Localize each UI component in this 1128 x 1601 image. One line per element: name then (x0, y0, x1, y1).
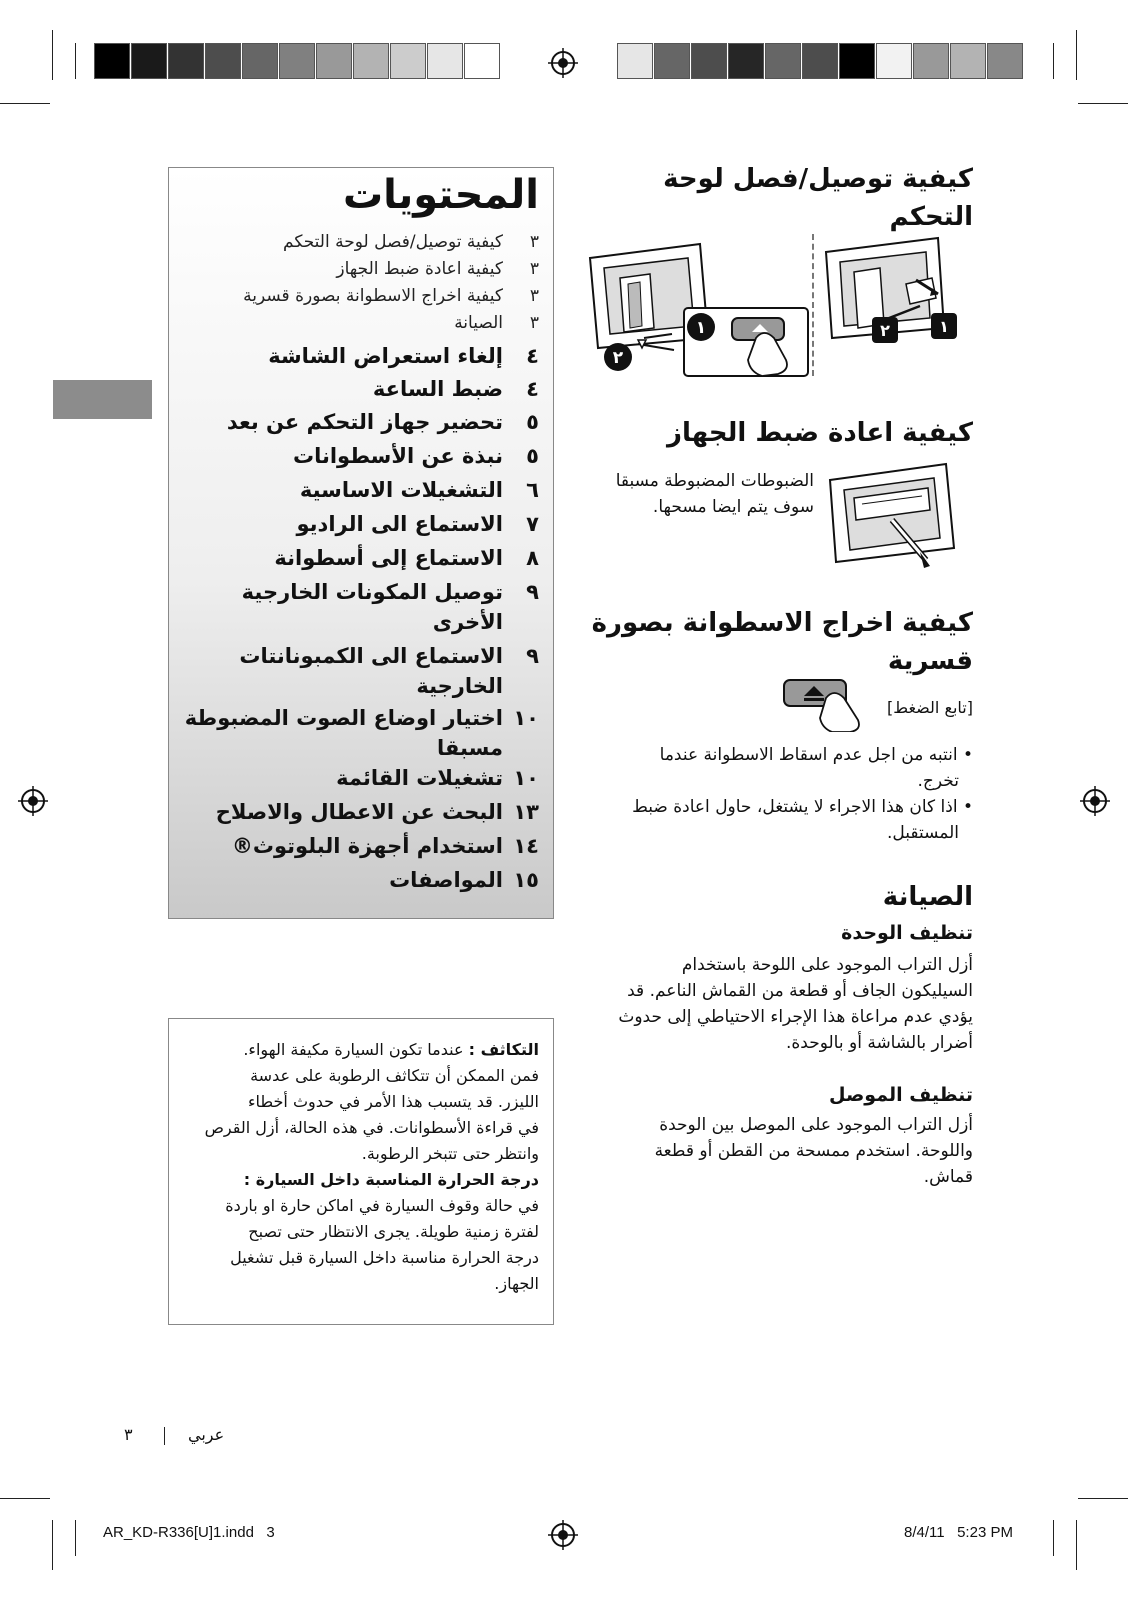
eject-button-icon[interactable] (782, 676, 872, 732)
contents-item-label: ضبط الساعة (372, 377, 503, 401)
panel-section-title: كيفية توصيل/فصل لوحة التحكم (663, 164, 973, 232)
contents-item (183, 475, 539, 505)
contents-item-page: ٣ (529, 286, 539, 306)
contents-item-page: ٥ (526, 444, 539, 468)
contents-item-page: ٥ (526, 410, 539, 434)
text-line: لفترة زمنية طويلة. يجرى الانتظار حتى تصبح (248, 1222, 539, 1241)
registration-mark-icon (18, 786, 48, 816)
contents-title: المحتويات (342, 172, 539, 218)
color-swatch (464, 43, 500, 79)
maintenance-title: الصيانة (882, 882, 973, 912)
contents-item-page: ٣ (529, 232, 539, 252)
text-line: واللوحة. استخدم ممسحة من القطن أو قطعة (654, 1141, 973, 1161)
print-date-time: 8/4/11 5:23 PM (904, 1524, 1013, 1541)
contents-item (183, 865, 539, 895)
contents-item-label: كيفية اعادة ضبط الجهاز (336, 259, 503, 279)
text-line: درجة الحرارة مناسبة داخل السيارة قبل تشغيل (230, 1248, 539, 1267)
text-line: فمن الممكن أن تتكاثف الرطوبة على عدسة (250, 1066, 539, 1085)
contents-item (183, 441, 539, 471)
eject-notes: • انتبه من اجل عدم اسقاط الاسطوانة عندما تخرج. • اذا كان هذا الاجراء لا يشتغل، حاول اعادة ضبط المستقبل. (573, 742, 973, 846)
contents-item-label: استخدام أجهزة البلوتوث® (231, 834, 503, 858)
color-swatch (654, 43, 690, 79)
contents-item-label: الصيانة (454, 313, 503, 333)
color-swatch (316, 43, 352, 79)
color-swatch (131, 43, 167, 79)
color-swatch (427, 43, 463, 79)
contents-item (183, 831, 539, 861)
text-line: أضرار بالشاشة أو بالوحدة. (785, 1033, 973, 1053)
contents-item (183, 703, 539, 763)
contents-item-label: اختيار اوضاع الصوت المضبوطة مسبقا (184, 706, 503, 760)
color-swatch (390, 43, 426, 79)
contents-item-label: إلغاء استعراض الشاشة (268, 344, 503, 368)
file-name: AR_KD-R336[U]1.indd 3 (103, 1524, 275, 1541)
condensation-label: التكاثف : (468, 1040, 539, 1059)
contents-item-page: ١٥ (513, 868, 539, 892)
contents-item-label: الاستماع الى الكمبونانتات الخارجية (239, 644, 503, 698)
condensation-text (183, 1063, 539, 1167)
contents-item-label: تحضير جهاز التحكم عن بعد (226, 410, 503, 434)
contents-item (183, 763, 539, 793)
contents-item (183, 310, 539, 336)
hold-label: [تابع الضغط] (887, 698, 973, 717)
language-side-tab (53, 380, 152, 419)
contents-item (183, 229, 539, 255)
text-line: السيليكون الجاف أو قطعة من القماش الناعم. قد (627, 981, 973, 1001)
contents-item-page: ١٤ (513, 834, 539, 858)
contents-item (183, 509, 539, 539)
contents-box (168, 167, 554, 919)
svg-text:١: ١ (695, 318, 707, 338)
connector-cleaning-title: تنظيف الموصل (828, 1084, 973, 1106)
caution-box (168, 1018, 554, 1325)
color-swatch (913, 43, 949, 79)
contents-item (183, 797, 539, 827)
color-swatch (205, 43, 241, 79)
color-swatch (765, 43, 801, 79)
text-line: في قراءة الأسطوانات. في هذه الحالة، أزل القرص (204, 1118, 539, 1137)
temperature-text (183, 1193, 539, 1297)
footer-language: عربي (188, 1425, 225, 1444)
text-line: أزل التراب الموجود على اللوحة باستخدام (681, 955, 973, 975)
text-line: يؤدي عدم مراعاة هذا الإجراء الاحتياطي إلى حدوث (618, 1007, 973, 1027)
temperature-label: درجة الحرارة المناسبة داخل السيارة : (243, 1170, 539, 1189)
contents-item-label: كيفية توصيل/فصل لوحة التحكم (283, 232, 503, 252)
step-badge-2-icon (603, 342, 633, 372)
step-badge-1-icon (930, 312, 958, 340)
step-badge-2-icon (871, 316, 899, 344)
eject-bullet-1: • انتبه من اجل عدم اسقاط الاسطوانة عندما (659, 745, 973, 765)
reset-illustration (826, 458, 966, 570)
contents-item-label: التشغيلات الاساسية (299, 478, 503, 502)
contents-item-page: ٤ (526, 377, 539, 401)
registration-mark-icon (548, 1520, 578, 1550)
page-footer (120, 1425, 240, 1449)
color-swatch (728, 43, 764, 79)
text-line: الليزر. قد يتسبب هذا الأمر في حدوث أخطاء (248, 1092, 539, 1111)
text-line: في حالة وقوف السيارة في اماكن حارة او باردة (225, 1196, 539, 1215)
contents-item (183, 407, 539, 437)
eject-bullet-2: • اذا كان هذا الاجراء لا يشتغل، حاول اعادة ضبط (632, 797, 973, 817)
color-swatch (876, 43, 912, 79)
color-swatch (987, 43, 1023, 79)
contents-item (183, 283, 539, 309)
reset-section-title: كيفية اعادة ضبط الجهاز (667, 418, 973, 448)
color-swatch (691, 43, 727, 79)
svg-text:١: ١ (939, 317, 949, 336)
contents-item-label: كيفية اخراج الاسطوانة بصورة قسرية (243, 286, 503, 306)
contents-item-page: ٤ (526, 344, 539, 368)
contents-item-label: البحث عن الاعطال والاصلاح (215, 800, 503, 824)
color-swatch (839, 43, 875, 79)
color-swatch (94, 43, 130, 79)
contents-item-label: المواصفات (389, 868, 503, 892)
text-line: وانتظر حتى تتبخر الرطوبة. (361, 1144, 539, 1163)
contents-item-label: الاستماع إلى أسطوانة (274, 546, 503, 570)
unit-cleaning-text (553, 952, 973, 1056)
color-swatch (168, 43, 204, 79)
contents-item-page: ٩ (526, 580, 539, 604)
unit-cleaning-title: تنظيف الوحدة (841, 922, 973, 944)
contents-item-page: ٧ (526, 512, 539, 536)
color-swatch (279, 43, 315, 79)
page-number: ٣ (124, 1425, 133, 1444)
contents-item (183, 374, 539, 404)
arrow-left-icon (636, 338, 676, 356)
contents-item-label: الاستماع الى الراديو (296, 512, 503, 536)
contents-item (183, 641, 539, 701)
contents-item (183, 341, 539, 371)
contents-item-page: ١٠ (513, 706, 539, 730)
contents-item-page: ١٠ (513, 766, 539, 790)
text-line: الجهاز. (494, 1274, 539, 1293)
color-swatch (802, 43, 838, 79)
svg-text:٢: ٢ (612, 348, 624, 368)
connector-cleaning-text (553, 1112, 973, 1190)
text-line: قماش. (923, 1167, 973, 1187)
registration-mark-icon (548, 48, 578, 78)
contents-item-label: توصيل المكونات الخارجية الأخرى (241, 580, 503, 634)
contents-item-label: تشغيلات القائمة (336, 766, 503, 790)
svg-text:٢: ٢ (880, 321, 890, 340)
contents-item-page: ١٣ (513, 800, 539, 824)
contents-item-page: ٩ (526, 644, 539, 668)
step-badge-1-icon (686, 312, 716, 342)
dashed-divider (812, 234, 814, 376)
reset-text: الضبوطات المضبوطة مسبقا سوف يتم ايضا مسحها. (615, 471, 814, 517)
condensation-first-line (183, 1037, 539, 1063)
contents-item-page: ٣ (529, 259, 539, 279)
color-swatch (353, 43, 389, 79)
text-line: عندما تكون السيارة مكيفة الهواء. (243, 1040, 464, 1059)
registration-mark-icon (1080, 786, 1110, 816)
color-swatch (617, 43, 653, 79)
contents-item (183, 577, 539, 637)
contents-item-label: نبذة عن الأسطوانات (292, 444, 503, 468)
contents-item-page: ٦ (526, 478, 539, 502)
contents-item (183, 543, 539, 573)
color-swatch (950, 43, 986, 79)
footer-separator (164, 1427, 165, 1445)
contents-item (183, 256, 539, 282)
eject-section-title: كيفية اخراج الاسطوانة بصورة قسرية (591, 608, 973, 676)
color-swatch (242, 43, 278, 79)
contents-item-page: ٣ (529, 313, 539, 333)
contents-item-page: ٨ (526, 546, 539, 570)
text-line: أزل التراب الموجود على الموصل بين الوحدة (659, 1115, 973, 1135)
